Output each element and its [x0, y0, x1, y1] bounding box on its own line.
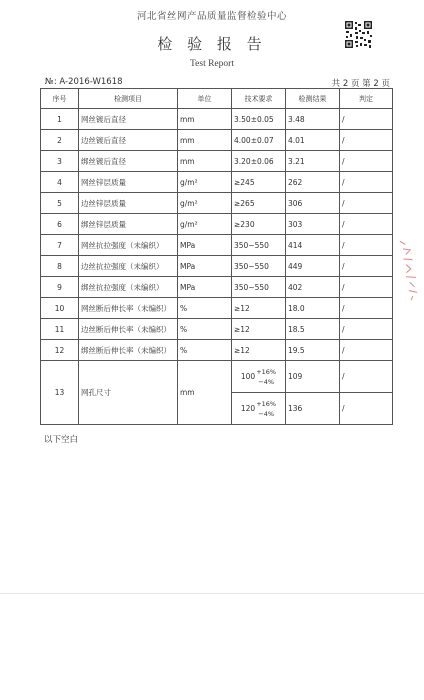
nominal-size: 100: [240, 372, 256, 381]
unit: %: [178, 298, 232, 319]
table-row: [41, 193, 393, 214]
test-item: 网孔尺寸: [79, 361, 178, 425]
row-number: 11: [41, 319, 79, 340]
column-header: 检测项目: [79, 89, 178, 109]
verdict: /: [340, 109, 393, 130]
tolerance-minus: −4%: [258, 377, 275, 386]
report-number: №: A-2016-W1618: [45, 77, 123, 87]
result: 4.01: [286, 130, 340, 151]
unit: MPa: [178, 235, 232, 256]
row-number: 1: [41, 109, 79, 130]
verdict: /: [340, 151, 393, 172]
table-row: [41, 109, 393, 130]
table-row: [41, 277, 393, 298]
table-row: [41, 172, 393, 193]
result: 262: [286, 172, 340, 193]
test-item: 绑丝抗拉强度（未编织）: [79, 277, 178, 298]
test-item: 边丝断后伸长率（未编织）: [79, 319, 178, 340]
unit: %: [178, 340, 232, 361]
requirement: ≥230: [232, 214, 286, 235]
result: 3.48: [286, 109, 340, 130]
verdict: /: [340, 214, 393, 235]
result: 136: [286, 393, 340, 425]
test-item: 网丝镀后直径: [79, 109, 178, 130]
requirement: ≥265: [232, 193, 286, 214]
row-number: 4: [41, 172, 79, 193]
unit: mm: [178, 361, 232, 425]
result: 19.5: [286, 340, 340, 361]
row-number: 10: [41, 298, 79, 319]
table-row: [41, 340, 393, 361]
test-item: 绑丝锌层质量: [79, 214, 178, 235]
requirement: ≥245: [232, 172, 286, 193]
verdict: /: [340, 340, 393, 361]
test-results-table: [40, 88, 393, 425]
unit: %: [178, 319, 232, 340]
table-row: [41, 214, 393, 235]
verdict: /: [340, 172, 393, 193]
report-title: 检 验 报 告: [157, 35, 267, 53]
column-header: 单位: [178, 89, 232, 109]
verdict: /: [340, 235, 393, 256]
page-indicator: 共 2 页 第 2 页: [331, 79, 390, 89]
result: 109: [286, 361, 340, 393]
issuing-organization: 河北省丝网产品质量监督检验中心: [136, 11, 287, 22]
requirement: 350~550: [232, 277, 286, 298]
table-row: [41, 256, 393, 277]
row-number: 8: [41, 256, 79, 277]
unit: g/m²: [178, 172, 232, 193]
row-number: 13: [41, 361, 79, 425]
table-row: [41, 361, 393, 393]
tolerance-plus: +16%: [256, 367, 277, 376]
requirement: 350~550: [232, 256, 286, 277]
test-item: 网丝锌层质量: [79, 172, 178, 193]
row-number: 3: [41, 151, 79, 172]
result: 303: [286, 214, 340, 235]
tolerance-minus: −4%: [258, 409, 275, 418]
unit: mm: [178, 109, 232, 130]
verdict: /: [340, 193, 393, 214]
verdict: /: [340, 130, 393, 151]
result: 3.21: [286, 151, 340, 172]
requirement: 3.50±0.05: [232, 109, 286, 130]
requirement: ≥12: [232, 340, 286, 361]
requirement: ≥12: [232, 319, 286, 340]
requirement: 4.00±0.07: [232, 130, 286, 151]
column-header: 序号: [41, 89, 79, 109]
row-number: 7: [41, 235, 79, 256]
result: 414: [286, 235, 340, 256]
unit: mm: [178, 130, 232, 151]
test-item: 边丝锌层质量: [79, 193, 178, 214]
verdict: /: [340, 393, 393, 425]
unit: MPa: [178, 256, 232, 277]
requirement: ≥12: [232, 298, 286, 319]
test-item: 边丝镀后直径: [79, 130, 178, 151]
unit: g/m²: [178, 214, 232, 235]
table-row: [41, 130, 393, 151]
verdict: /: [340, 298, 393, 319]
verdict: /: [340, 256, 393, 277]
row-number: 12: [41, 340, 79, 361]
requirement: 350~550: [232, 235, 286, 256]
row-number: 5: [41, 193, 79, 214]
qr-code-icon: [344, 20, 373, 49]
result: 18.5: [286, 319, 340, 340]
verdict: /: [340, 277, 393, 298]
seal-stamp: [397, 237, 424, 303]
result: 306: [286, 193, 340, 214]
unit: MPa: [178, 277, 232, 298]
row-number: 2: [41, 130, 79, 151]
row-number: 6: [41, 214, 79, 235]
result: 18.0: [286, 298, 340, 319]
nominal-size: 120: [240, 404, 256, 413]
unit: mm: [178, 151, 232, 172]
table-header-row: [41, 89, 393, 109]
result: 449: [286, 256, 340, 277]
column-header: 判定: [340, 89, 393, 109]
unit: g/m²: [178, 193, 232, 214]
row-number: 9: [41, 277, 79, 298]
test-item: 网丝断后伸长率（未编织）: [79, 298, 178, 319]
test-item: 绑丝断后伸长率（未编织）: [79, 340, 178, 361]
requirement: [232, 361, 286, 393]
test-item: 网丝抗拉强度（未编织）: [79, 235, 178, 256]
requirement: [232, 393, 286, 425]
tolerance-plus: +16%: [256, 399, 277, 408]
table-row: [41, 298, 393, 319]
test-item: 绑丝镀后直径: [79, 151, 178, 172]
report-title-english: Test Report: [190, 59, 234, 69]
end-of-report-note: 以下空白: [44, 435, 79, 445]
column-header: 技术要求: [232, 89, 286, 109]
table-row: [41, 151, 393, 172]
verdict: /: [340, 361, 393, 393]
table-row: [41, 319, 393, 340]
column-header: 检测结果: [286, 89, 340, 109]
table-row: [41, 235, 393, 256]
test-item: 边丝抗拉强度（未编织）: [79, 256, 178, 277]
requirement: 3.20±0.06: [232, 151, 286, 172]
verdict: /: [340, 319, 393, 340]
result: 402: [286, 277, 340, 298]
